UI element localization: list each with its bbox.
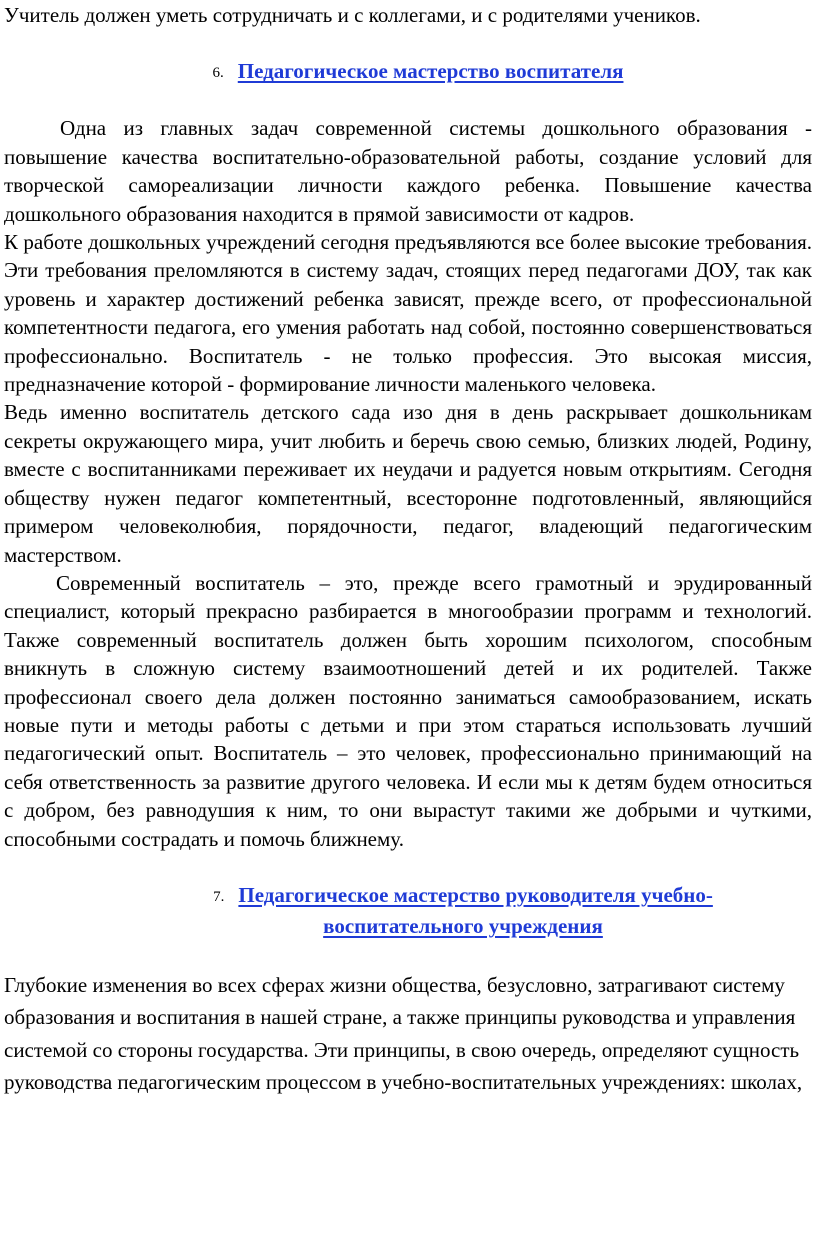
section-7-heading bbox=[4, 881, 812, 941]
paragraph: К работе дошкольных учреждений сегодня предъявляются все более высокие требования. Эти требования преломляются в систему задач, стоящих перед педагогами ДОУ, так как уровень и характер достижений ребенка зависят, прежде всего, от профессиональной компетентности педагога, его умения работать над собой, постоянно совершенствоваться профессионально. Воспитатель - не только профессия. Это высокая миссия, предназначение которой - формирование личности маленького человека. bbox=[4, 230, 812, 397]
paragraph: Глубокие изменения во всех сферах жизни общества, безусловно, затрагивают систему образования и воспитания в нашей стране, а также принципы руководства и управления системой со стороны государства. Эти принципы, в свою очередь, определяют сущность руководства педагогическим процессом в учебно-воспитательных учреждениях: школах, bbox=[4, 972, 803, 1095]
section-6-number: 6. bbox=[212, 65, 224, 82]
paragraph: Современный воспитатель – это, прежде всего грамотный и эрудированный специалист, который прекрасно разбирается в многообразии программ и технологий. Также современный воспитатель должен быть хорошим психологом, способным вникнуть в сложную систему взаимоотношений детей и их родителей. Также профессионал своего дела должен постоянно заниматься самообразованием, искать новые пути и методы работы с детьми и при этом стараться использовать лучший педагогический опыт. Воспитатель – это человек, профессионально принимающий на себя ответственность за развитие другого человека. И если мы к детям будем относиться с добром, без равнодушия к ним, то они вырастут такими же добрыми и чуткими, способными сострадать и помочь ближнему. bbox=[4, 570, 812, 851]
section-7-number: 7. bbox=[213, 888, 225, 905]
section-7-title-link[interactable]: Педагогическое мастерство руководителя учебно-воспитательного учреждения bbox=[238, 882, 713, 938]
paragraph: Одна из главных задач современной системы дошкольного образования - повышение качества воспитательно-образовательной работы, создание условий для творческой самореализации личности каждого ребенка. Повышение качества дошкольного образования находится в прямой зависимости от кадров. bbox=[4, 116, 812, 226]
paragraph: Ведь именно воспитатель детского сада изо дня в день раскрывает дошкольникам секреты окружающего мира, учит любить и беречь свою семью, близких людей, Родину, вместе с воспитанниками переживает их неудачи и радуется новым открытиям. Сегодня обществу нужен педагог компетентный, всесторонне подготовленный, являющийся примером человеколюбия, порядочности, педагог, владеющий педагогическим мастерством. bbox=[4, 400, 812, 567]
document-page bbox=[0, 1, 816, 1235]
section-6-title-link[interactable]: Педагогическое мастерство воспитателя bbox=[237, 59, 624, 84]
section-6-heading bbox=[4, 57, 812, 88]
intro-line: Учитель должен уметь сотрудничать и с коллегами, и с родителями учеников. bbox=[4, 3, 701, 27]
